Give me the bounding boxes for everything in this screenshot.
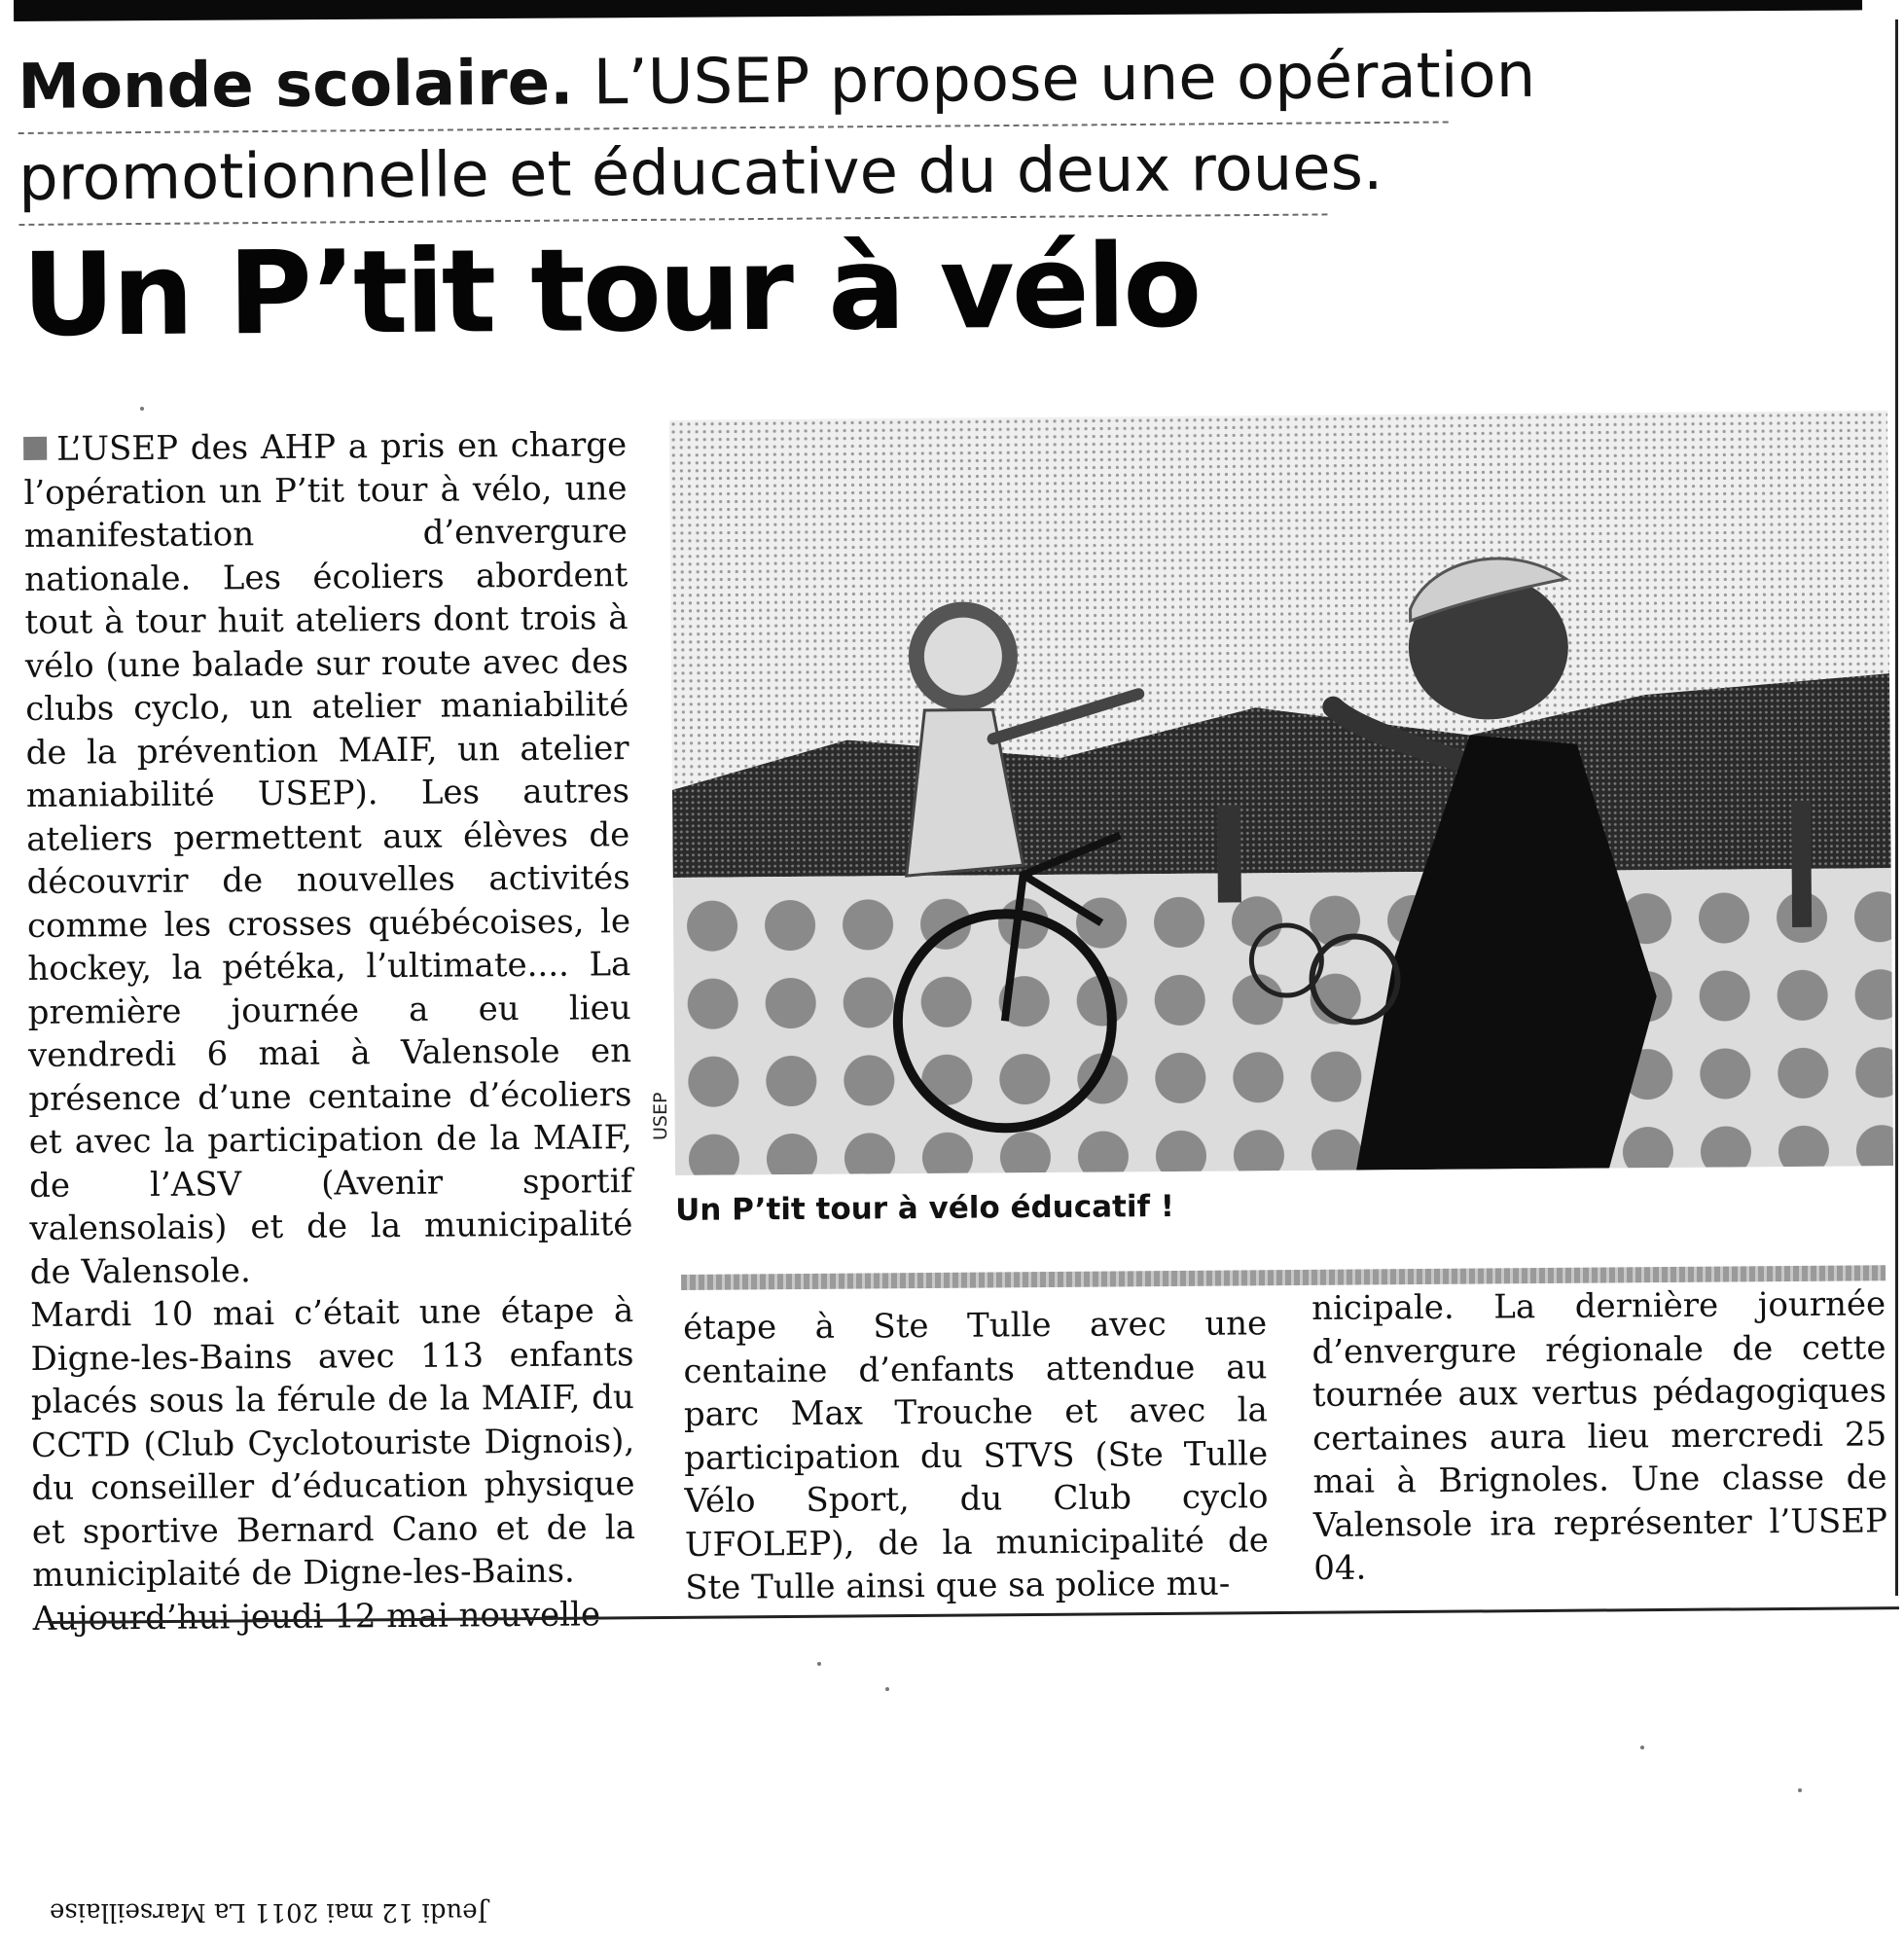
paragraph-3: Aujourd’hui jeudi 12 mai nouvelle xyxy=(32,1594,601,1639)
scan-speck xyxy=(1798,1788,1802,1792)
article-column-2 xyxy=(683,1302,1269,1609)
scan-speck xyxy=(817,1662,821,1666)
photo-illustration xyxy=(669,411,1893,1175)
article-photo xyxy=(669,411,1893,1175)
kicker-line-1-text: L’USEP propose une opération xyxy=(573,39,1536,120)
scan-speck xyxy=(140,407,144,411)
paragraph-2: Mardi 10 mai c’était une étape à Digne-les-Bains avec 113 enfants placés sous la férule de la MAIF, du CCTD (Club Cyclotouriste Dignois), du conseiller d’éducation physique et sportive Bernard Cano et de la municiplaité de Digne-les-Bains. xyxy=(30,1291,636,1595)
article-kicker xyxy=(18,31,1536,226)
scan-speck xyxy=(1640,1746,1644,1749)
lead-square-icon xyxy=(23,437,47,460)
top-rule xyxy=(14,0,1862,21)
column-3-text: nicipale. La dernière journée d’envergure régionale de cette tournée aux vertus pédagogiques certaines aura lieu mercredi 25 mai à Brignoles. Une classe de Valensole ira représenter l’USEP 04. xyxy=(1311,1284,1888,1588)
kicker-line-2: promotionnelle et éducative du deux roues. xyxy=(18,124,1328,226)
scan-speck xyxy=(885,1687,889,1691)
paragraph-1-text: L’USEP des AHP a pris en charge l’opération un P’tit tour à vélo, une manifestation d’envergure nationale. Les écoliers abordent tout à tour huit ateliers dont trois à vélo (une balade sur route avec des clubs cyclo, un atelier maniabilité de la prévention MAIF, un atelier maniabilité USEP). Les autres ateliers permettent aux élèves de découvrir de nouvelles activités comme les crosses québécoises, le hockey, la pétéka, l’ultimate.... La première journée a eu lieu vendredi 6 mai à Valensole en présence d’une centaine d’écoliers et avec la participation de la MAIF, de l’ASV (Avenir sportif valensolais) et de la municipalité de Valensole. xyxy=(23,425,633,1292)
kicker-bold: Monde scolaire. xyxy=(18,47,574,124)
photo-caption: Un P’tit tour à vélo éducatif ! xyxy=(675,1188,1175,1228)
mirrored-footer-text: Jeudi 12 mai 2011 La Marseillaise xyxy=(49,1897,488,1927)
article-column-3 xyxy=(1311,1282,1887,1590)
page-edge xyxy=(1895,19,1898,1596)
column-2-text: étape à Ste Tulle avec une centaine d’enfants attendue au parc Max Trouche et avec la participation du STVS (Ste Tulle Vélo Sport, du Club cyclo UFOLEP), de la municipalité de Ste Tulle ainsi que sa police mu- xyxy=(683,1304,1270,1607)
article-column-1 xyxy=(23,423,636,1640)
photo-credit: USEP xyxy=(650,1092,671,1140)
paragraph-1 xyxy=(23,423,633,1294)
kicker-line-1 xyxy=(18,31,1536,134)
article-headline: Un P’tit tour à vélo xyxy=(20,218,1200,362)
